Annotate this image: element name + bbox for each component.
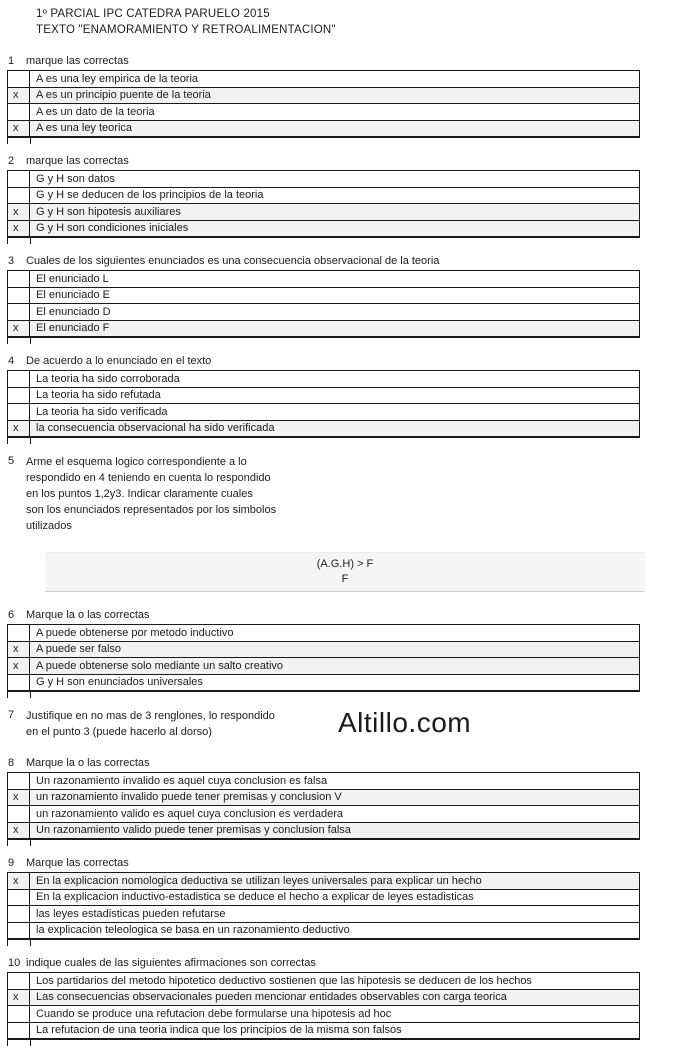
- answer-row: [8, 421, 639, 437]
- answer-mark-cell: x: [8, 790, 30, 806]
- answer-row: [8, 1023, 639, 1039]
- question-header: [0, 608, 700, 622]
- answer-mark-cell: [8, 923, 30, 939]
- answer-row: [8, 642, 639, 659]
- table-border-stub: [7, 840, 31, 846]
- answer-option-text: En la explicacion nomologica deductiva se utilizan leyes universales para explicar un hecho: [36, 874, 482, 887]
- answer-row: [8, 973, 639, 990]
- question-prompt: Marque las correctas: [26, 857, 129, 869]
- answer-mark-cell: x: [8, 873, 30, 889]
- answer-mark-cell: [8, 71, 30, 87]
- answer-option-text: Un razonamiento valido puede tener premisas y conclusion falsa: [36, 824, 351, 837]
- table-border-stub: [7, 138, 31, 144]
- answer-mark-cell: x: [8, 658, 30, 674]
- answer-mark-cell: [8, 890, 30, 906]
- answer-row: [8, 675, 639, 691]
- answer-mark-cell: [8, 625, 30, 641]
- answer-mark-cell: [8, 906, 30, 922]
- answer-table: [7, 972, 640, 1040]
- answer-row: [8, 790, 639, 807]
- answer-option-text: G y H se deducen de los principios de la teoria: [36, 189, 264, 202]
- question-number: 2: [8, 155, 15, 167]
- question-10: [0, 956, 700, 1046]
- question-header: [0, 154, 700, 168]
- question-number: 7: [8, 709, 15, 721]
- answer-mark-cell: x: [8, 88, 30, 104]
- answer-table: [7, 170, 640, 238]
- question-number: 9: [8, 857, 15, 869]
- exam-subtitle: TEXTO "ENAMORAMIENTO Y RETROALIMENTACION": [36, 23, 336, 36]
- answer-option-text: Los partidarios del metodo hipotetico deductivo sostienen que las hipotesis se deducen de los hechos: [36, 974, 532, 987]
- answer-table: [7, 370, 640, 438]
- question-header: [0, 54, 700, 68]
- question-header: [0, 454, 700, 534]
- question-number: 1: [8, 55, 15, 67]
- answer-mark-cell: [8, 973, 30, 989]
- answer-row: [8, 773, 639, 790]
- answer-row: [8, 1006, 639, 1023]
- question-header: [0, 756, 700, 770]
- question-number: 3: [8, 255, 15, 267]
- question-number: 5: [8, 455, 15, 467]
- answer-mark-cell: x: [8, 421, 30, 437]
- answer-row: [8, 204, 639, 221]
- answer-row: [8, 388, 639, 405]
- question-prompt: [26, 454, 276, 534]
- answer-option-text: la consecuencia observacional ha sido verificada: [36, 422, 275, 435]
- answer-mark-cell: [8, 1023, 30, 1039]
- question-4: [0, 354, 700, 444]
- answer-mark-cell: x: [8, 121, 30, 137]
- answer-mark-cell: x: [8, 221, 30, 237]
- answer-table: [7, 270, 640, 338]
- table-border-stub: [7, 238, 31, 244]
- answer-option-text: G y H son hipotesis auxiliares: [36, 205, 181, 218]
- question-prompt: De acuerdo a lo enunciado en el texto: [26, 355, 212, 367]
- answer-mark-cell: [8, 1006, 30, 1022]
- prompt-line: son los enunciados representados por los simbolos: [26, 504, 277, 516]
- answer-option-text: El enunciado E: [36, 289, 110, 302]
- answer-row: [8, 271, 639, 288]
- answer-option-text: A puede obtenerse por metodo inductivo: [36, 626, 234, 639]
- question-header: [0, 354, 700, 368]
- answer-mark-cell: [8, 404, 30, 420]
- prompt-line: Arme el esquema logico correspondiente a lo: [26, 456, 247, 468]
- answer-row: [8, 221, 639, 237]
- answer-mark-cell: [8, 388, 30, 404]
- answer-option-text: Un razonamiento invalido es aquel cuya conclusion es falsa: [36, 774, 328, 787]
- prompt-line: respondido en 4 teniendo en cuenta lo respondido: [26, 472, 271, 484]
- question-prompt: [26, 708, 275, 740]
- answer-mark-cell: [8, 288, 30, 304]
- answer-table: [7, 70, 640, 138]
- answer-option-text: La teoria ha sido corroborada: [36, 372, 180, 385]
- question-prompt: Cuales de los siguientes enunciados es una consecuencia observacional de la teoria: [26, 255, 440, 267]
- question-prompt: marque las correctas: [26, 155, 129, 167]
- answer-option-text: Las consecuencias observacionales pueden mencionar entidades observables con carga teorica: [36, 991, 507, 1004]
- question-9: [0, 856, 700, 946]
- answer-mark-cell: [8, 188, 30, 204]
- answer-row: [8, 890, 639, 907]
- answer-row: [8, 404, 639, 421]
- answer-row: [8, 104, 639, 121]
- answer-option-text: G y H son enunciados universales: [36, 676, 203, 689]
- answer-option-text: El enunciado D: [36, 305, 111, 318]
- question-header: [0, 254, 700, 268]
- table-border-stub: [7, 940, 31, 946]
- answer-option-text: G y H son datos: [36, 172, 115, 185]
- answer-mark-cell: [8, 773, 30, 789]
- answer-mark-cell: [8, 371, 30, 387]
- question-prompt: indique cuales de las siguientes afirmaciones son correctas: [26, 957, 316, 969]
- question-8: [0, 756, 700, 846]
- table-border-stub: [7, 692, 31, 698]
- answer-option-text: A es una ley teorica: [36, 122, 133, 135]
- table-border-stub: [7, 438, 31, 444]
- answer-mark-cell: [8, 171, 30, 187]
- logic-formula-block: [45, 552, 645, 592]
- question-3: [0, 254, 700, 344]
- prompt-line: Justifique en no mas de 3 renglones, lo respondido: [26, 710, 275, 722]
- answer-row: [8, 371, 639, 388]
- answer-option-text: A es una ley empirica de la teoria: [36, 72, 199, 85]
- answer-mark-cell: x: [8, 321, 30, 337]
- answer-row: [8, 304, 639, 321]
- question-header: [0, 956, 700, 970]
- answer-option-text: A es un dato de la teoria: [36, 105, 155, 118]
- answer-option-text: La teoria ha sido verificada: [36, 405, 168, 418]
- answer-row: [8, 625, 639, 642]
- prompt-line: en los puntos 1,2y3. Indicar claramente cuales: [26, 488, 253, 500]
- answer-row: [8, 658, 639, 675]
- question-5: [0, 454, 700, 592]
- question-header: [0, 856, 700, 870]
- answer-mark-cell: x: [8, 204, 30, 220]
- question-1: [0, 54, 700, 144]
- answer-option-text: las leyes estadisticas pueden refutarse: [36, 907, 226, 920]
- answer-row: [8, 823, 639, 839]
- answer-row: [8, 321, 639, 337]
- answer-row: [8, 288, 639, 305]
- answer-row: [8, 188, 639, 205]
- question-number: 6: [8, 609, 15, 621]
- answer-table: [7, 772, 640, 840]
- answer-row: [8, 923, 639, 939]
- altillo-watermark: Altillo.com: [338, 707, 472, 738]
- table-border-stub: [7, 1040, 31, 1046]
- answer-table: [7, 624, 640, 692]
- answer-option-text: Cuando se produce una refutacion debe formularse una hipotesis ad hoc: [36, 1007, 392, 1020]
- answer-row: [8, 906, 639, 923]
- formula-line-2: F: [341, 572, 349, 585]
- question-number: 8: [8, 757, 15, 769]
- question-6: [0, 608, 700, 698]
- question-number: 10: [8, 957, 21, 969]
- answer-option-text: A puede ser falso: [36, 643, 122, 656]
- table-border-stub: [7, 338, 31, 344]
- answer-row: [8, 121, 639, 137]
- answer-option-text: A es un principio puente de la teoria: [36, 89, 211, 102]
- answer-option-text: La refutacion de una teoria indica que los principios de la misma son falsos: [36, 1024, 402, 1037]
- answer-table: [7, 872, 640, 940]
- prompt-line: utilizados: [26, 520, 72, 532]
- answer-mark-cell: [8, 104, 30, 120]
- answer-row: [8, 171, 639, 188]
- answer-mark-cell: x: [8, 823, 30, 839]
- answer-mark-cell: x: [8, 642, 30, 658]
- answer-option-text: A puede obtenerse solo mediante un salto creativo: [36, 659, 284, 672]
- prompt-line: en el punto 3 (puede hacerlo al dorso): [26, 726, 212, 738]
- answer-mark-cell: [8, 675, 30, 691]
- answer-option-text: El enunciado F: [36, 322, 110, 335]
- answer-row: [8, 873, 639, 890]
- answer-mark-cell: x: [8, 990, 30, 1006]
- answer-row: [8, 71, 639, 88]
- question-number: 4: [8, 355, 15, 367]
- answer-option-text: El enunciado L: [36, 272, 109, 285]
- answer-option-text: G y H son condiciones iniciales: [36, 222, 189, 235]
- formula-line-1: (A.G.H) > F: [316, 558, 374, 570]
- answer-row: [8, 88, 639, 105]
- question-prompt: marque las correctas: [26, 55, 129, 67]
- answer-option-text: la explicacion teleologica se basa en un razonamiento deductivo: [36, 924, 350, 937]
- question-2: [0, 154, 700, 244]
- answer-row: [8, 806, 639, 823]
- exam-title: 1º PARCIAL IPC CATEDRA PARUELO 2015: [36, 8, 270, 20]
- answer-option-text: un razonamiento invalido puede tener premisas y conclusion V: [36, 791, 342, 804]
- answer-mark-cell: [8, 304, 30, 320]
- answer-mark-cell: [8, 271, 30, 287]
- answer-option-text: En la explicacion inductivo-estadistica se deduce el hecho a explicar de leyes estadisticas: [36, 891, 474, 904]
- answer-option-text: La teoria ha sido refutada: [36, 389, 161, 402]
- question-prompt: Marque la o las correctas: [26, 609, 150, 621]
- answer-mark-cell: [8, 806, 30, 822]
- document-header: [36, 0, 700, 38]
- question-prompt: Marque la o las correctas: [26, 757, 150, 769]
- answer-row: [8, 990, 639, 1007]
- answer-option-text: un razonamiento valido es aquel cuya conclusion es verdadera: [36, 807, 343, 820]
